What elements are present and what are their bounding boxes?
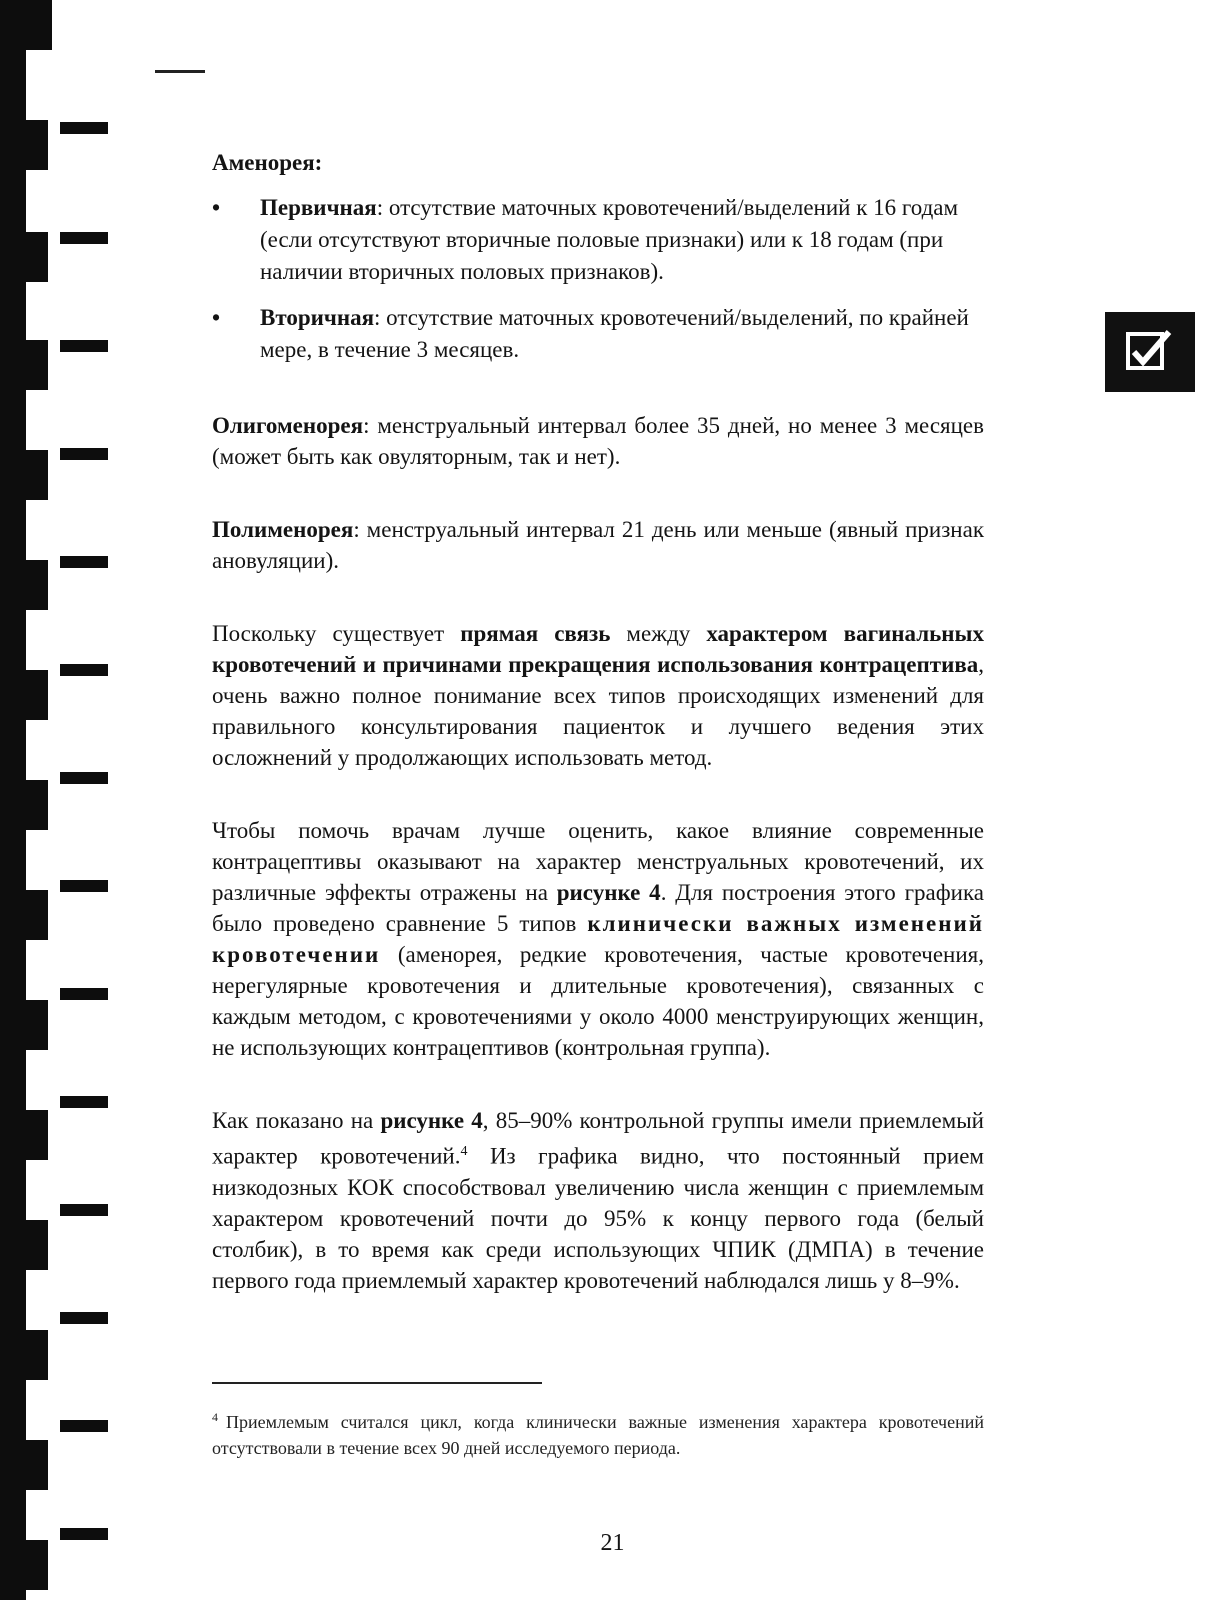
polymenorrhea-paragraph: [212, 514, 984, 576]
definition-secondary: : отсутствие маточных кровотечений/выделений, по крайней мере, в течение 3 месяцев.: [260, 305, 969, 362]
binding-slot: [0, 120, 48, 170]
binding-slot: [0, 890, 48, 940]
term-oligomenorrhea: Олигоменорея: [212, 413, 364, 438]
binding-ring: [60, 988, 108, 1000]
binding-slot: [0, 232, 48, 282]
binding-slot: [0, 0, 52, 50]
text-run: Из графика видно, что постоянный прием низкодозных КОК способствовал увеличению числа женщин с приемлемым характером кровотечений почти до 95% к концу первого года (белый столбик), в то время как среди использующих ЧПИК (ДМПА) в течение первого года приемлемый характер кровотечений наблюдался лишь у 8–9%.: [212, 1143, 984, 1293]
binding-ring: [60, 664, 108, 676]
binding-slot: [0, 780, 48, 830]
binding-ring: [60, 772, 108, 784]
binding-slot: [0, 450, 48, 500]
bold-run: прямая связь: [460, 621, 611, 646]
figure-reference: рисунке 4: [556, 880, 661, 905]
paragraph-results: [212, 1105, 984, 1296]
text-run: (аменорея, редкие кровотечения, частые кровотечения, нерегулярные кровотечения и длительные кровотечения), связанных с каждым методом, с кровотечениями у около 4000 менструирующих женщин, не использующих контрацептивов (контрольная группа).: [212, 942, 984, 1060]
top-dash-mark: [155, 70, 205, 73]
binding-ring: [60, 122, 108, 134]
checkbox-icon: [1105, 312, 1195, 392]
binding-slot: [0, 340, 48, 390]
spiral-binding: [0, 0, 125, 1600]
bullet-dot: •: [212, 195, 221, 220]
definition-oligomenorrhea: : менструальный интервал более 35 дней, но менее 3 месяцев (может быть как овуляторным, так и нет).: [212, 413, 984, 469]
binding-ring: [60, 556, 108, 568]
text-run: , 85–90% контрольной группы имели приемлемый характер кровотечений.: [212, 1108, 984, 1169]
list-item: [212, 192, 984, 288]
term-polymenorrhea: Полименорея: [212, 517, 354, 542]
binding-slot: [0, 1330, 48, 1380]
paragraph-figure-intro: [212, 815, 984, 1063]
text-run: . Для построения этого графика было проведено сравнение 5 типов: [212, 880, 984, 936]
text-run: Как показано на: [212, 1108, 381, 1133]
definition-polymenorrhea: : менструальный интервал 21 день или меньше (явный признак ановуляции).: [212, 517, 984, 573]
term-primary: Первичная: [260, 195, 377, 220]
term-secondary: Вторичная: [260, 305, 375, 330]
text-run: Чтобы помочь врачам лучше оценить, какое влияние современные контрацептивы оказывают на характер менструальных кровотечений, их различные эффекты отражены на: [212, 818, 984, 905]
oligomenorrhea-paragraph: [212, 410, 984, 472]
binding-ring: [60, 880, 108, 892]
binding-ring: [60, 1096, 108, 1108]
bold-run: характером вагинальных кровотечений и причинами прекращения использования контрацептива: [212, 621, 984, 677]
figure-reference: рисунке 4: [380, 1108, 483, 1133]
list-item-text: [260, 302, 984, 366]
footnote-mark: 4: [212, 1410, 218, 1424]
binding-ring: [60, 448, 108, 460]
page-body: [212, 150, 984, 1296]
binding-ring: [60, 340, 108, 352]
binding-ring: [60, 1312, 108, 1324]
bullet-dot: •: [212, 305, 221, 330]
binding-ring: [60, 232, 108, 244]
binding-slot: [0, 1220, 48, 1270]
list-item: [212, 302, 984, 366]
bold-run: клинически важных изменений кровотечении: [212, 911, 984, 967]
amenorrhea-heading: Аменорея:: [212, 150, 323, 175]
binding-ring: [60, 1420, 108, 1432]
definition-primary: : отсутствие маточных кровотечений/выделений к 16 годам (если отсутствуют вторичные половые признаки) или к 18 годам (при наличии вторичных половых признаков).: [260, 195, 959, 284]
footnote-reference: 4: [460, 1144, 468, 1159]
page-number: 21: [600, 1530, 625, 1556]
text-run: Поскольку существует: [212, 621, 461, 646]
binding-slot: [0, 1110, 48, 1160]
paragraph-direct-link: [212, 618, 984, 773]
list-item-text: [260, 192, 984, 288]
footnote-divider: [212, 1382, 542, 1384]
text-run: , очень важно полное понимание всех типов происходящих изменений для правильного консультирования пациенток и лучшего ведения этих осложнений у продолжающих использовать метод.: [212, 652, 984, 770]
binding-ring: [60, 1204, 108, 1216]
binding-slot: [0, 670, 48, 720]
text-run: между: [610, 621, 707, 646]
binding-slot: [0, 560, 48, 610]
binding-slot: [0, 1440, 48, 1490]
checkmark-icon: [1125, 326, 1175, 376]
footnote: [212, 1404, 984, 1461]
footnote-text: Приемлемым считался цикл, когда клинически важные изменения характера кровотечений отсутствовали в течение всех 90 дней исследуемого периода.: [212, 1412, 984, 1458]
binding-slot: [0, 1000, 48, 1050]
